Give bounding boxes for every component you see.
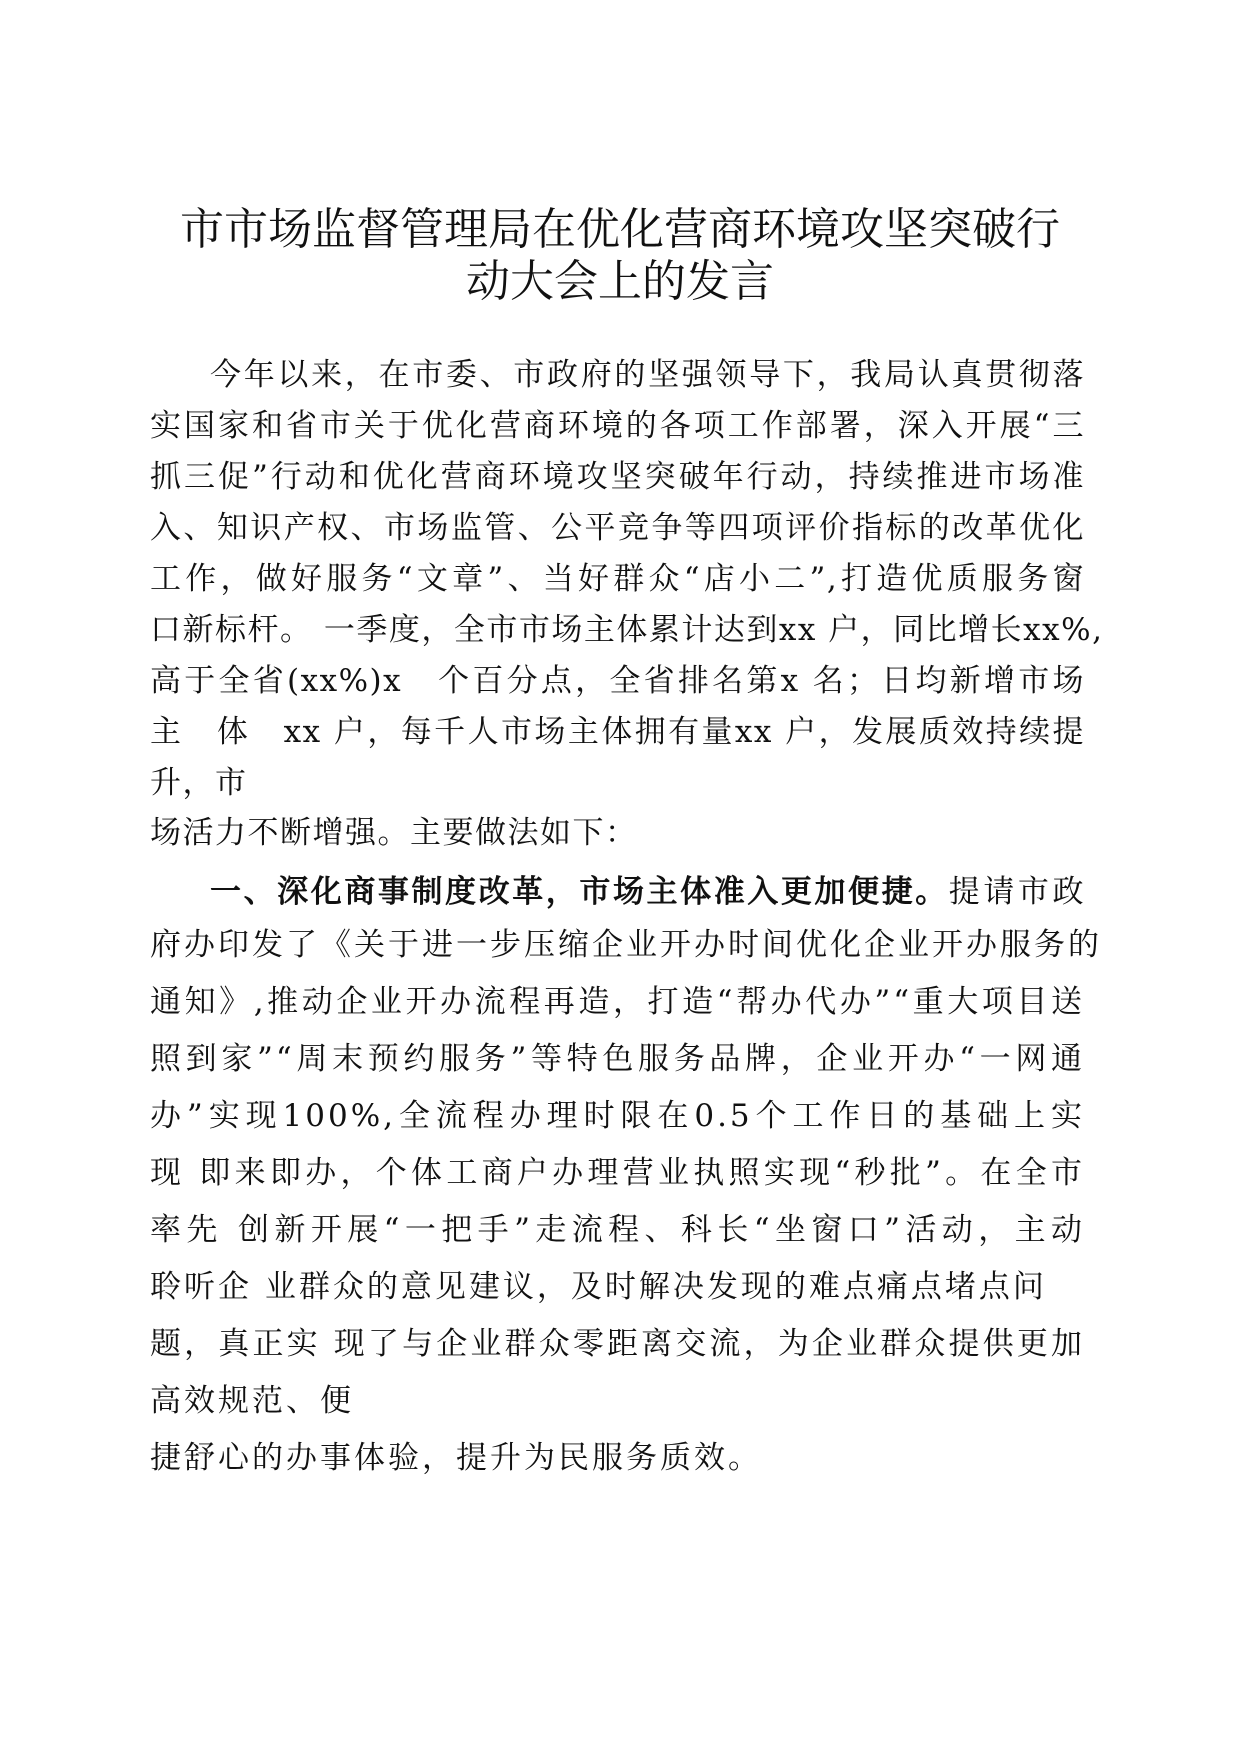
section-line: 高效规范、便 [150, 1383, 354, 1419]
section-1-first-line [210, 872, 1085, 912]
paragraph-line: 主 体 xx 户，每千人市场主体拥有量xx 户，发展质效持续提 [150, 714, 1085, 750]
document-title-line-1: 市市场监督管理局在优化营商环境攻坚突破行 [180, 204, 1060, 255]
section-line: 通知》,推动企业开办流程再造，打造“帮办代办”“重大项目送 [150, 984, 1085, 1020]
section-line: 率先 创新开展“一把手”走流程、科长“坐窗口”活动，主动 [150, 1212, 1085, 1248]
paragraph-line: 今年以来，在市委、市政府的坚强领导下，我局认真贯彻落 [210, 357, 1085, 393]
paragraph-line: 入、知识产权、市场监管、公平竞争等四项评价指标的改革优化 [150, 510, 1085, 546]
section-1-first-line-rest: 提请市政 [948, 874, 1086, 910]
section-line: 办”实现100%,全流程办理时限在0.5个工作日的基础上实 [150, 1098, 1085, 1134]
section-line: 题，真正实 现了与企业群众零距离交流，为企业群众提供更加 [150, 1326, 1085, 1362]
paragraph-line: 升，市 [150, 765, 248, 801]
paragraph-line: 工作，做好服务“文章”、当好群众“店小二”,打造优质服务窗 [150, 561, 1085, 597]
document-title-line-2: 动大会上的发言 [466, 256, 774, 307]
section-line: 现 即来即办，个体工商户办理营业执照实现“秒批”。在全市 [150, 1155, 1085, 1191]
paragraph-line: 口新标杆。 一季度，全市市场主体累计达到xx 户，同比增长xx%, [150, 612, 1104, 648]
section-line: 聆听企 业群众的意见建议，及时解决发现的难点痛点堵点问 [150, 1269, 1047, 1305]
paragraph-line: 实国家和省市关于优化营商环境的各项工作部署，深入开展“三 [150, 408, 1085, 444]
paragraph-line: 抓三促”行动和优化营商环境攻坚突破年行动，持续推进市场准 [150, 459, 1085, 495]
paragraph-line: 高于全省(xx%)x 个百分点，全省排名第x 名；日均新增市场 [150, 663, 1085, 699]
paragraph-line: 场活力不断增强。主要做法如下： [150, 815, 638, 851]
section-line: 府办印发了《关于进一步压缩企业开办时间优化企业开办服务的 [150, 927, 1102, 963]
section-line: 捷舒心的办事体验，提升为民服务质效。 [150, 1440, 762, 1476]
section-line: 照到家”“周末预约服务”等特色服务品牌，企业开办“一网通 [150, 1041, 1085, 1077]
section-1-heading: 一、深化商事制度改革，市场主体准入更加便捷。 [210, 874, 949, 910]
